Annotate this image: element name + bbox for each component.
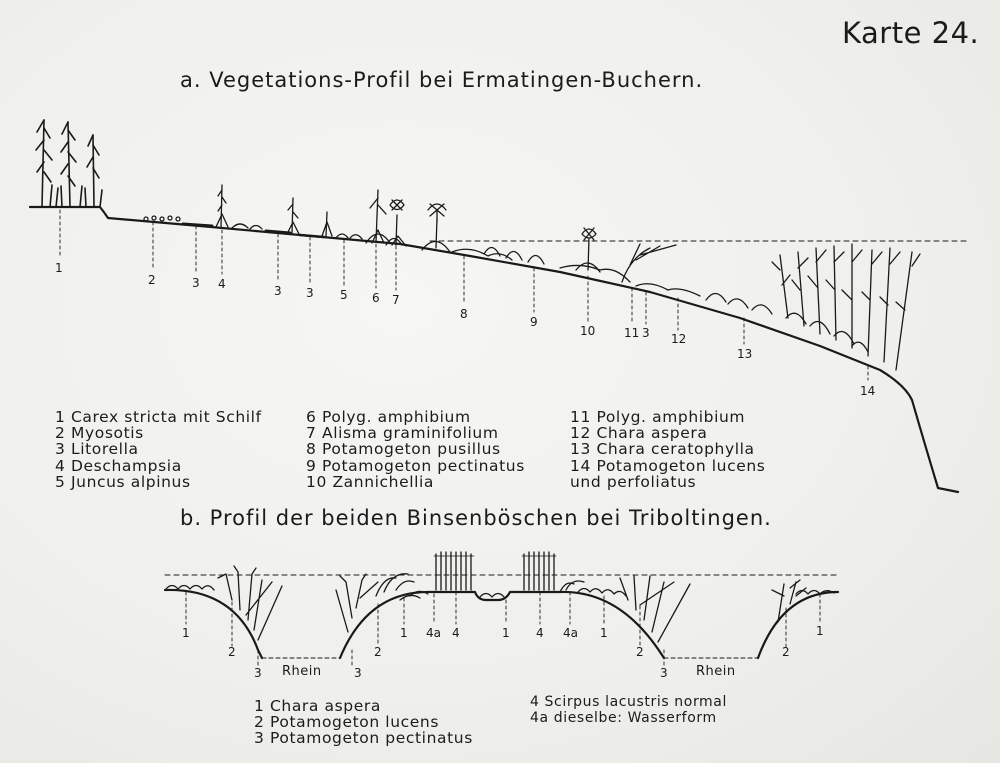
- profile-a-legend-col-3: [570, 409, 765, 490]
- marker-label: 2: [374, 645, 382, 659]
- legend-item: 7 Alisma graminifolium: [306, 424, 499, 443]
- legend-item: 13 Chara ceratophylla: [570, 440, 755, 459]
- rhein-label-left: Rhein: [282, 664, 322, 679]
- marker-label: 1: [182, 626, 190, 640]
- marker-label: 3: [254, 666, 262, 680]
- legend-item: 2 Potamogeton lucens: [254, 713, 439, 732]
- profile-a-reeds: [36, 120, 102, 207]
- marker-label: 12: [671, 332, 687, 346]
- marker-label: 1: [502, 626, 510, 640]
- marker-label: 2: [228, 645, 236, 659]
- marker-label: 4a: [426, 626, 441, 640]
- marker-label: 4: [452, 626, 460, 640]
- legend-item: 1 Carex stricta mit Schilf: [55, 408, 262, 426]
- marker-label: 1: [816, 624, 824, 638]
- marker-label: 14: [860, 384, 876, 398]
- marker-label: 2: [782, 645, 790, 659]
- marker-label: 8: [460, 307, 468, 321]
- marker-label: 6: [372, 291, 380, 305]
- legend-item: 4 Deschampsia: [55, 456, 182, 475]
- profile-b-legend-col-2: [530, 694, 727, 726]
- legend-item: 10 Zannichellia: [306, 472, 435, 491]
- profile-b-legend-col-1: [254, 698, 473, 747]
- marker-label: 1: [600, 626, 608, 640]
- profile-b-plants: [166, 552, 834, 642]
- marker-label: 1: [55, 261, 63, 275]
- profile-a-title: a. Vegetations-Profil bei Ermatingen-Buchern.: [180, 68, 704, 92]
- marker-label: 11: [624, 326, 640, 340]
- legend-item: 4a dieselbe: Wasserform: [530, 710, 717, 727]
- profile-b-title: b. Profil der beiden Binsenböschen bei Triboltingen.: [180, 506, 772, 530]
- legend-item: 14 Potamogeton lucens: [570, 456, 766, 475]
- profile-a-plants: [144, 185, 920, 370]
- legend-item: 2 Myosotis: [55, 424, 144, 443]
- marker-label: 2: [636, 645, 644, 659]
- marker-label: 3: [192, 276, 200, 290]
- profile-a-legend-col-1: [55, 409, 262, 490]
- legend-item: und perfoliatus: [570, 472, 697, 491]
- profile-b-ground: [165, 575, 838, 658]
- marker-label: 3: [642, 326, 650, 340]
- legend-item: 1 Chara aspera: [254, 697, 381, 715]
- marker-label: 4: [218, 277, 226, 291]
- marker-label: 7: [392, 293, 400, 307]
- map-label: Karte 24.: [842, 16, 980, 50]
- legend-item: 5 Juncus alpinus: [55, 472, 191, 491]
- legend-item: 12 Chara aspera: [570, 424, 708, 443]
- legend-item: 9 Potamogeton pectinatus: [306, 456, 525, 475]
- marker-label: 10: [580, 324, 596, 338]
- legend-item: 4 Scirpus lacustris normal: [530, 694, 727, 710]
- legend-item: 3 Potamogeton pectinatus: [254, 729, 473, 748]
- legend-item: 11 Polyg. amphibium: [570, 408, 746, 426]
- marker-label: 3: [274, 284, 282, 298]
- marker-label: 2: [148, 273, 156, 287]
- profile-a-legend-col-2: [306, 409, 525, 490]
- marker-label: 3: [306, 286, 314, 300]
- marker-label: 3: [660, 666, 668, 680]
- marker-label: 13: [737, 347, 753, 361]
- marker-label: 1: [400, 626, 408, 640]
- rhein-label-right: Rhein: [696, 664, 736, 679]
- legend-item: 8 Potamogeton pusillus: [306, 440, 501, 459]
- marker-label: 5: [340, 288, 348, 302]
- marker-label: 3: [354, 666, 362, 680]
- marker-label: 4: [536, 626, 544, 640]
- legend-item: 3 Litorella: [55, 440, 139, 459]
- legend-item: 6 Polyg. amphibium: [306, 408, 471, 426]
- marker-label: 9: [530, 315, 538, 329]
- marker-label: 4a: [563, 626, 578, 640]
